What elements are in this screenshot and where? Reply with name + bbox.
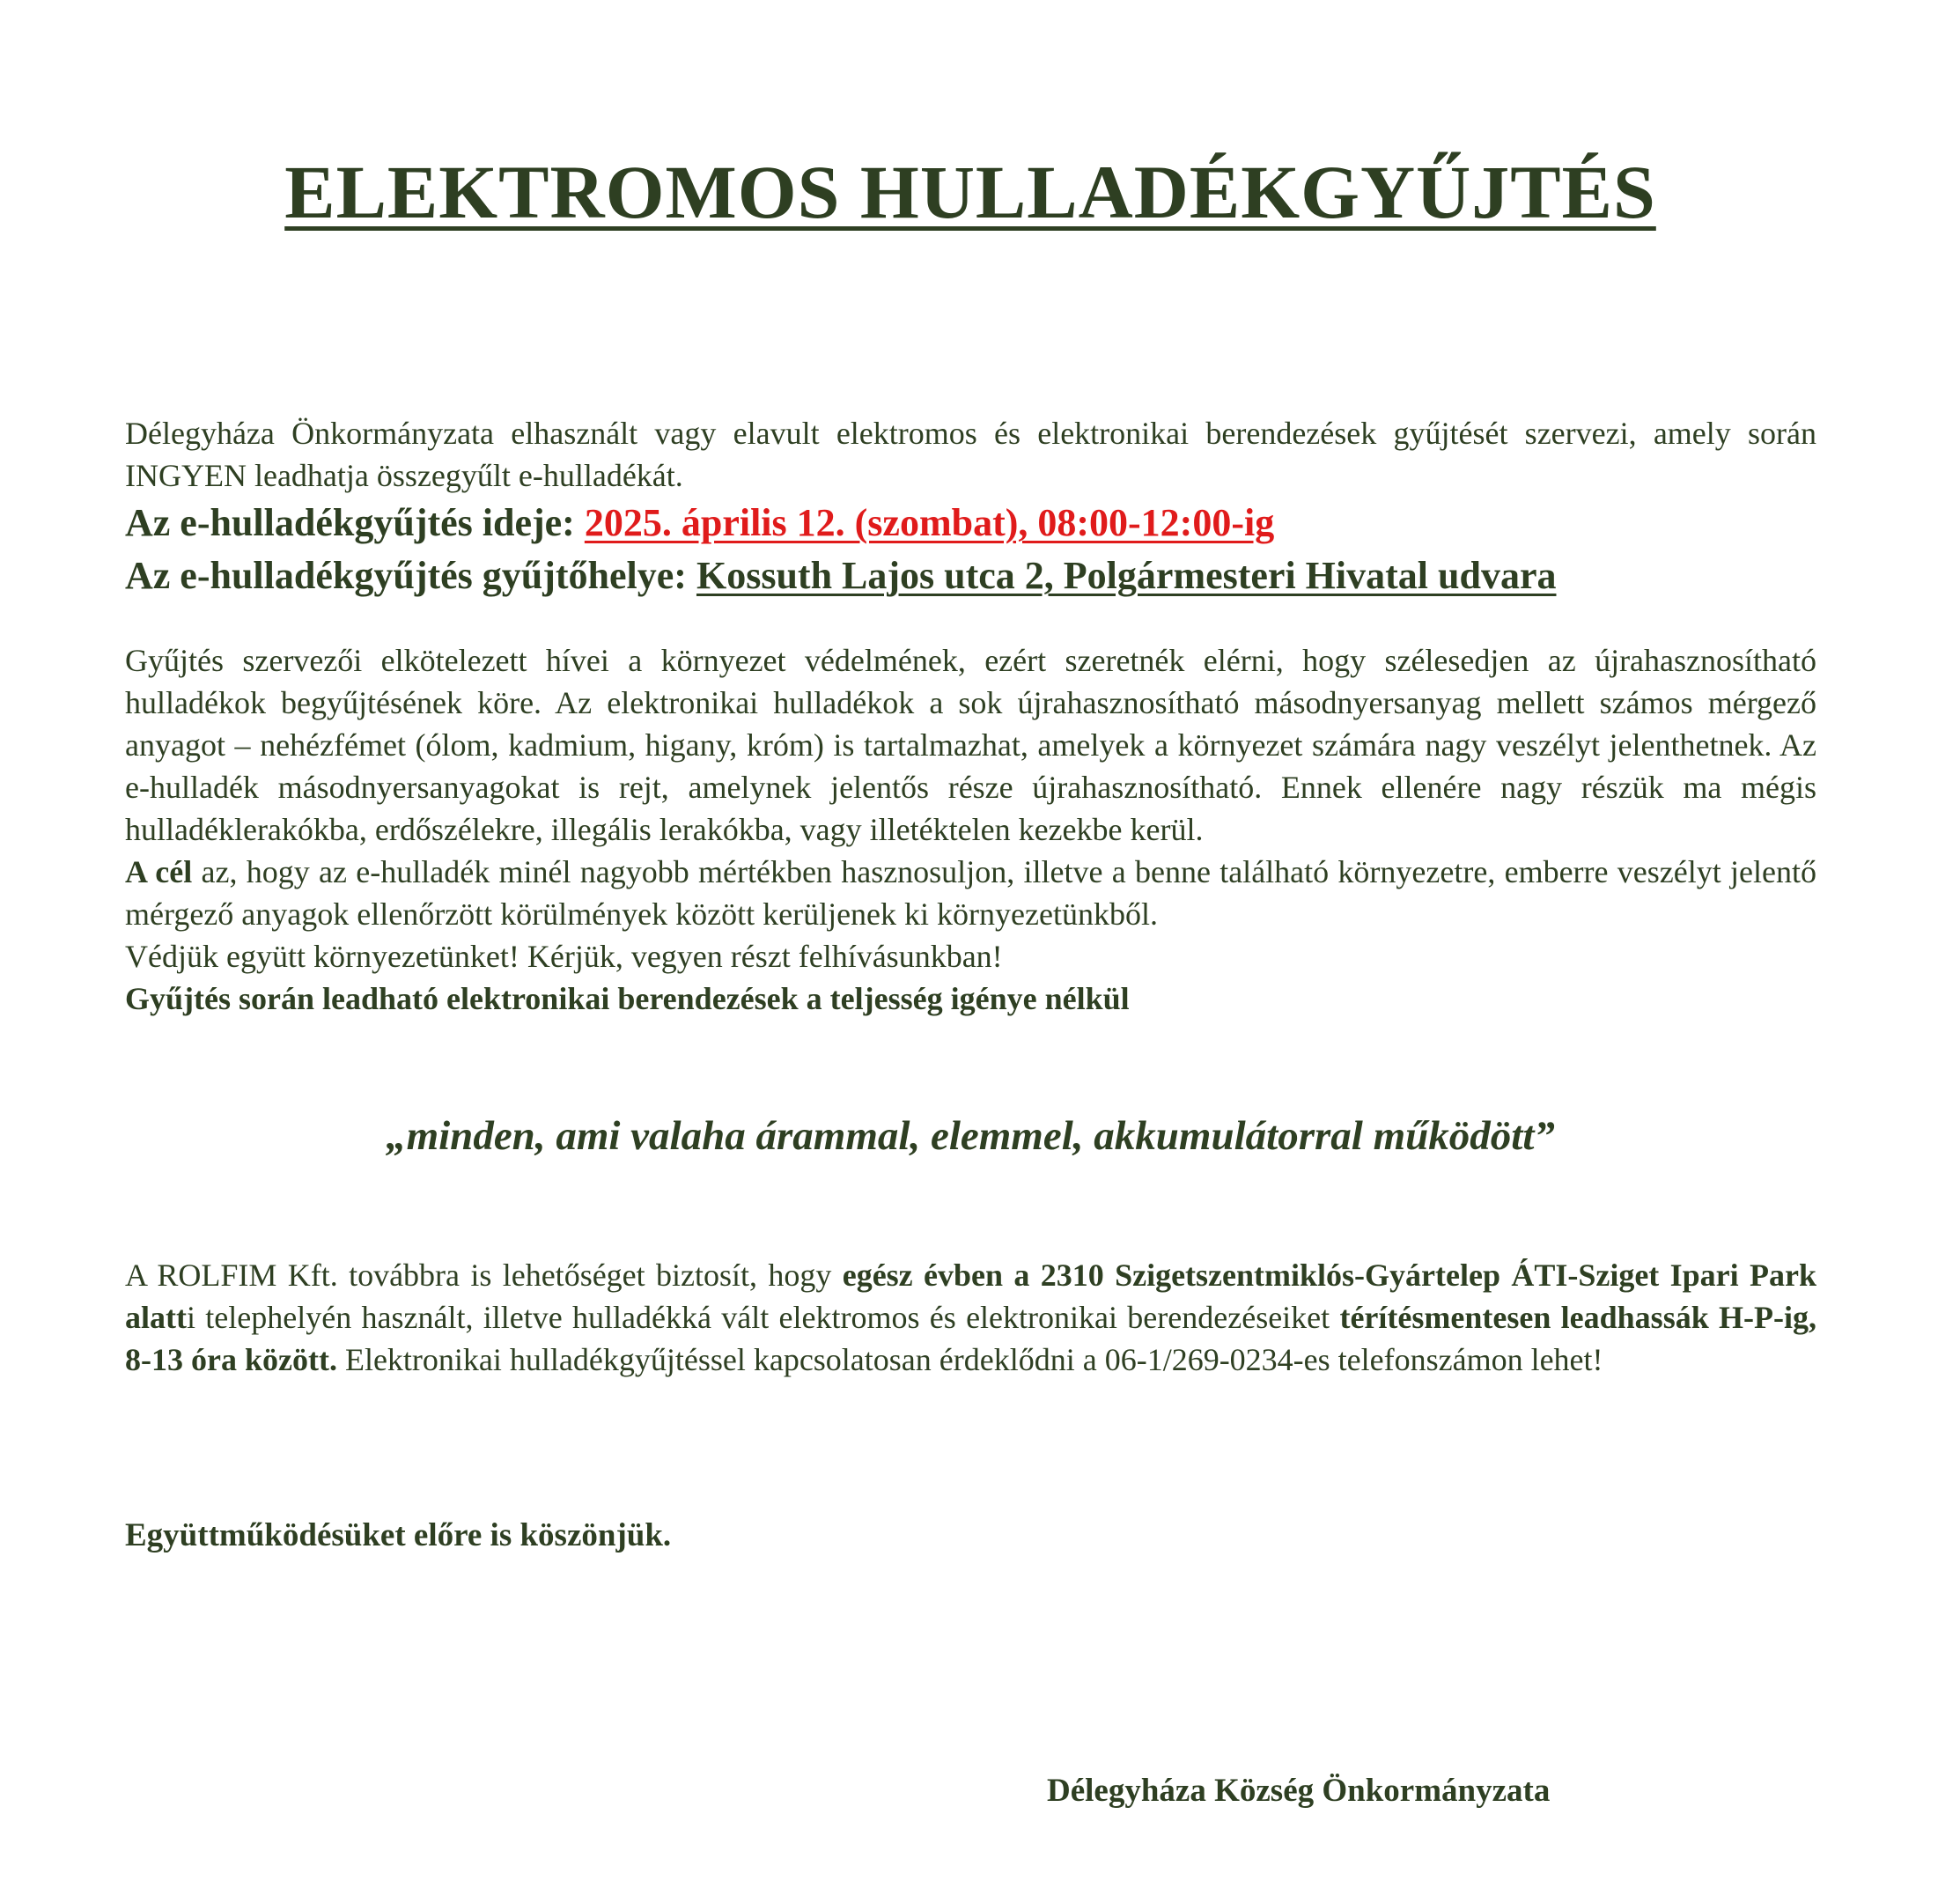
intro-paragraph	[125, 412, 1816, 497]
signature: Délegyháza Község Önkormányzata	[1047, 1773, 1551, 1809]
goal-text: az, hogy az e-hulladék minél nagyobb mértékben hasznosuljon, illetve a benne található környezetre, emberre veszélyt jelentő mérgező anyagok ellenőrzött körülmények között kerüljenek ki környezetünkből.	[125, 854, 1816, 932]
thanks-text: Együttműködésüket előre is köszönjük.	[125, 1517, 672, 1553]
page-title	[0, 148, 1941, 236]
quote-text: „minden, ami valaha árammal, elemmel, akkumulátorral működött”	[386, 1113, 1555, 1159]
intro-text: Délegyháza Önkormányzata elhasznált vagy elavult elektromos és elektronikai berendezések gyűjtését szervezi, amely során INGYEN leadhatja összegyűlt e-hulladékát.	[125, 416, 1816, 493]
collection-place-label: Az e-hulladékgyűjtés gyűjtőhelye:	[125, 554, 696, 597]
rolfim-paragraph	[125, 1254, 1816, 1381]
collection-time-label: Az e-hulladékgyűjtés ideje:	[125, 501, 585, 544]
appeal-text: Védjük együtt környezetünket! Kérjük, vegyen részt felhívásunkban!	[125, 939, 1003, 974]
body-paragraph-1: Gyűjtés szervezői elkötelezett hívei a környezet védelmének, ezért szeretnék elérni, hogy szélesedjen az újrahasznosítható hulladékok begyűjtésének köre. Az elektronikai hulladékok a sok újrahasznosítható másodnyersanyag mellett számos mérgező anyagot – nehézfémet (ólom, kadmium, higany, króm) is tartalmazhat, amelyek a környezet számára nagy veszélyt jelenthetnek. Az e-hulladék másodnyersanyagokat is rejt, amelynek jelentős része újrahasznosítható. Ennek ellenére nagy részük ma mégis hulladéklerakókba, erdőszélekre, illegális lerakókba, vagy illetéktelen kezekbe kerül.	[125, 643, 1816, 847]
body-section	[125, 639, 1816, 1020]
goal-paragraph	[125, 851, 1816, 935]
list-heading: Gyűjtés során leadható elektronikai berendezések a teljesség igénye nélkül	[125, 981, 1130, 1016]
quote	[0, 1110, 1941, 1162]
collection-place	[125, 551, 1556, 601]
goal-bold: A cél	[125, 854, 193, 889]
rolfim-text: A ROLFIM Kft. továbbra is lehetőséget biztosít, hogy egész évben a 2310 Szigetszentmiklós-Gyártelep ÁTI-Sziget Ipari Park alatti telephelyén használt, illetve hulladékká vált elektromos és elektronikai berendezéseiket térítésmentesen leadhassák H-P-ig, 8-13 óra között. Elektronikai hulladékgyűjtéssel kapcsolatosan érdeklődni a 06-1/269-0234-es telefonszámon lehet!	[125, 1258, 1816, 1377]
collection-time-value: 2025. április 12. (szombat), 08:00-12:00-ig	[584, 501, 1275, 544]
collection-time	[125, 498, 1274, 548]
title-text: ELEKTROMOS HULLADÉKGYŰJTÉS	[284, 150, 1656, 234]
collection-place-value: Kossuth Lajos utca 2, Polgármesteri Hivatal udvara	[696, 554, 1557, 597]
